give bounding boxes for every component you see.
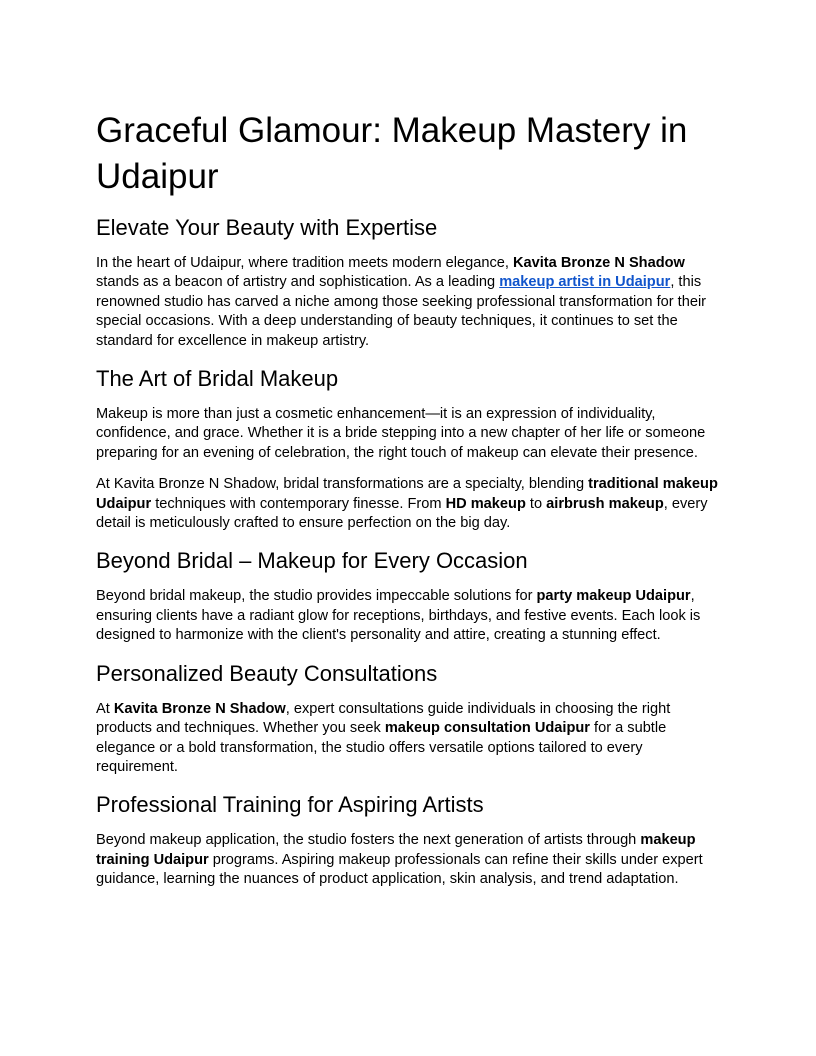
bold-traditional-makeup: traditional makeup Udaipur — [96, 476, 718, 512]
text-run: Beyond makeup application, the studio fosters the next generation of artists through — [96, 832, 641, 849]
bold-makeup-training: makeup training Udaipur — [96, 832, 696, 868]
text-run: Beyond bridal makeup, the studio provides impeccable solutions for — [96, 588, 537, 605]
text-run: At — [96, 700, 114, 717]
bold-studio-name: Kavita Bronze N Shadow — [512, 255, 685, 271]
bold-party-makeup: party makeup Udaipur — [536, 588, 691, 605]
section-heading-training: Professional Training for Aspiring Artists — [96, 792, 484, 818]
text-run: , this renowned studio has carved a niche among those seeking professional transformation for their special occasions. With a deep understanding of beauty techniques, it continues to set the standard for excellence in makeup artistry. — [96, 274, 707, 349]
paragraph-consultations — [96, 700, 720, 778]
text-run: techniques with contemporary finesse. From — [151, 495, 446, 512]
text-run: At Kavita Bronze N Shadow, bridal transformations are a specialty, blending — [96, 476, 589, 493]
bold-makeup-consultation: makeup consultation Udaipur — [384, 720, 590, 737]
paragraph-bridal-1 — [96, 405, 720, 463]
text-run: , every detail is meticulously crafted to ensure perfection on the big day. — [96, 495, 708, 532]
text-run: , expert consultations guide individuals in choosing the right products and techniques. Whether you seek — [96, 700, 671, 737]
page-title: Graceful Glamour: Makeup Mastery in Udaipur — [96, 111, 688, 196]
text-run: In the heart of Udaipur, where tradition meets modern elegance, — [96, 255, 513, 271]
bold-hd-makeup: HD makeup — [445, 495, 526, 512]
paragraph-intro — [96, 254, 720, 351]
bold-airbrush-makeup: airbrush makeup — [546, 495, 664, 512]
text-run: for a subtle elegance or a bold transformation, the studio offers versatile options tailored to every requirement. — [96, 720, 667, 775]
section-heading-occasions: Beyond Bridal – Makeup for Every Occasion — [96, 548, 528, 574]
section-heading-expertise: Elevate Your Beauty with Expertise — [96, 215, 438, 240]
makeup-artist-link[interactable]: makeup artist in Udaipur — [499, 274, 671, 291]
text-run: Makeup is more than just a cosmetic enhancement—it is an expression of individuality, confidence, and grace. Whether it is a bride stepping into a new chapter of her life or someone preparing for an evening of celebration, the right touch of makeup can elevate their presence. — [96, 406, 706, 461]
text-run: stands as a beacon of artistry and sophistication. As a leading — [96, 274, 500, 291]
paragraph-occasions — [96, 587, 720, 645]
paragraph-bridal-2 — [96, 475, 720, 533]
section-heading-consultations: Personalized Beauty Consultations — [96, 660, 438, 686]
text-run: programs. Aspiring makeup professionals can refine their skills under expert guidance, learning the nuances of product application, skin analysis, and trend adaptation. — [96, 851, 703, 888]
paragraph-training — [96, 831, 720, 889]
section-heading-bridal: The Art of Bridal Makeup — [96, 366, 339, 392]
text-run: to — [525, 495, 547, 512]
text-run: , ensuring clients have a radiant glow for receptions, birthdays, and festive events. Each look is designed to harmonize with the client's personality and attire, creating a stunning effect. — [96, 588, 701, 644]
bold-studio-name: Kavita Bronze N Shadow — [113, 700, 286, 717]
document-page — [96, 108, 720, 904]
